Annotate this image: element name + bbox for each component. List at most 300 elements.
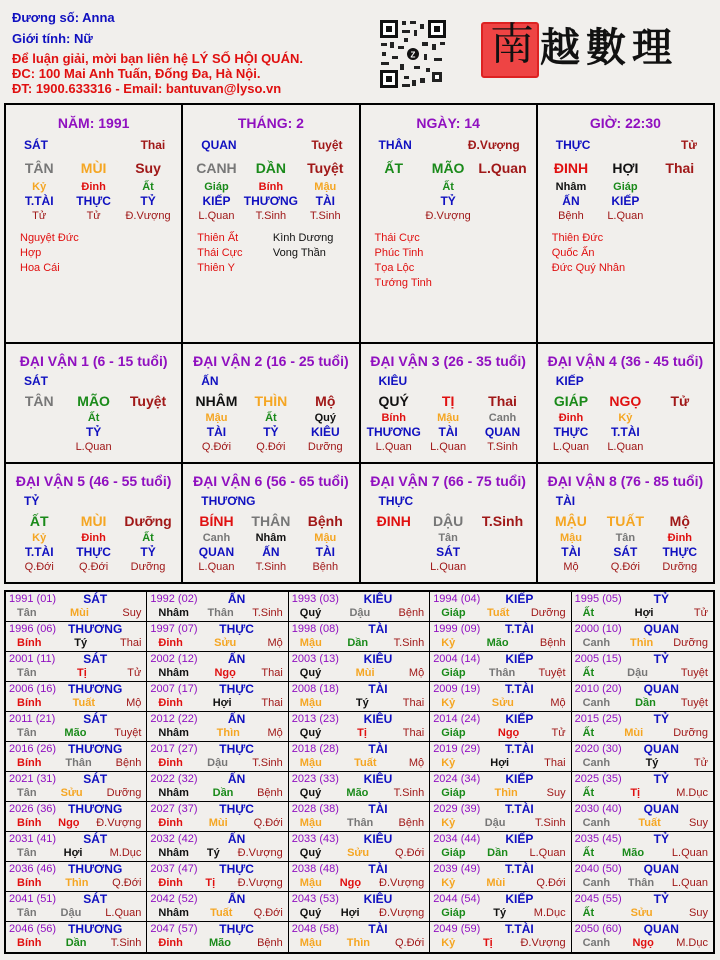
year-life-phase: Bệnh xyxy=(257,937,283,949)
year-header xyxy=(292,623,426,636)
pillar-main-grid xyxy=(183,154,358,223)
stars-left-column xyxy=(375,231,451,291)
hidden-life-phase: L.Quan xyxy=(607,441,644,453)
year-label: 2003 (13) xyxy=(291,653,339,665)
year-stem: Bính xyxy=(17,697,42,709)
year-life-phase: T.Sinh xyxy=(110,937,142,949)
year-branch: Dậu xyxy=(349,607,371,619)
year-pillar-row xyxy=(575,846,710,860)
year-branch: Sửu xyxy=(214,637,237,649)
year-pillar-row xyxy=(433,666,567,680)
year-pillar-row xyxy=(150,876,284,890)
person-name: Đương số: Anna xyxy=(12,10,115,25)
year-ten-god: ẤN xyxy=(227,592,246,606)
year-life-phase: Q.Đới xyxy=(253,817,283,829)
year-label: 2041 (51) xyxy=(9,893,57,905)
pillar-main-grid xyxy=(6,154,181,223)
hidden-life-phase: T.Sinh xyxy=(255,210,287,222)
star-item: Quốc Ấn xyxy=(551,247,595,259)
year-header xyxy=(575,833,710,846)
stars-left-column xyxy=(552,231,628,276)
year-ten-god: THỰC xyxy=(219,862,254,876)
year-cell xyxy=(147,622,288,652)
hidden-ten-god xyxy=(367,545,421,559)
hidden-ten-god xyxy=(367,194,421,208)
year-branch: Dậu xyxy=(207,757,228,769)
hidden-life-phase: T.Sinh xyxy=(255,561,287,573)
year-pillar-row xyxy=(9,726,143,740)
hidden-stem: Mậu xyxy=(314,181,337,193)
year-header xyxy=(150,683,284,696)
hidden-ten-god: TÀI xyxy=(438,425,458,439)
year-ten-god: TÀI xyxy=(368,922,388,936)
pillar-year xyxy=(6,105,181,342)
year-life-phase: T.Sinh xyxy=(252,757,283,769)
year-branch: Hợi xyxy=(340,907,360,919)
year-cell xyxy=(289,862,430,892)
year-label: 2016 (26) xyxy=(9,743,57,755)
year-ten-god: TỶ xyxy=(653,772,669,786)
year-label: 2000 (10) xyxy=(574,623,622,635)
year-label: 2005 (15) xyxy=(574,653,622,665)
year-pillar-row xyxy=(575,606,710,620)
earthly-branch: MÃO xyxy=(77,393,110,409)
year-cell xyxy=(430,862,571,892)
year-label: 2015 (25) xyxy=(574,713,622,725)
year-ten-god: KIÊU xyxy=(363,712,393,726)
ten-god-label: KIẾP xyxy=(555,374,584,388)
earthly-branch: HỢI xyxy=(612,160,639,176)
year-branch: Tý xyxy=(206,847,220,859)
year-branch: Hợi xyxy=(212,697,232,709)
year-label: 2049 (59) xyxy=(433,923,481,935)
hidden-life-phase: L.Quan xyxy=(607,210,644,222)
hidden-life-phase: L.Quan xyxy=(430,441,467,453)
year-branch: Dậu xyxy=(627,667,648,679)
year-cell xyxy=(289,682,430,712)
year-branch: Mão xyxy=(486,637,509,649)
life-phase-top: Tử xyxy=(680,138,697,152)
person-gender: Giới tính: Nữ xyxy=(12,31,93,46)
year-ten-god: KIÊU xyxy=(363,832,393,846)
hidden-ten-god: QUAN xyxy=(198,545,235,559)
dai-van-god-row xyxy=(538,374,713,390)
year-label: 2034 (44) xyxy=(433,833,481,845)
year-stem: Quý xyxy=(299,667,322,679)
hidden-stem: Ất xyxy=(142,532,154,544)
dai-van-1 xyxy=(6,344,181,462)
year-branch: Sửu xyxy=(347,847,370,859)
year-ten-god: QUAN xyxy=(643,622,679,636)
year-pillar-row xyxy=(433,846,567,860)
year-stem: Bính xyxy=(17,757,42,769)
qr-code-icon[interactable] xyxy=(378,18,448,90)
hidden-life-phase: L.Quan xyxy=(198,561,235,573)
hidden-stem xyxy=(653,411,707,425)
hidden-ten-god: THƯƠNG xyxy=(243,194,298,208)
year-ten-god: KIẾP xyxy=(505,892,534,906)
year-branch: Tuất xyxy=(638,817,661,829)
year-cell xyxy=(572,592,713,622)
earthly-branch: NGỌ xyxy=(609,393,642,409)
earthly-branch: MÙI xyxy=(80,513,107,529)
year-stem: Mậu xyxy=(299,817,322,829)
year-branch: Thân xyxy=(488,667,516,679)
life-phase-mid: Tuyệt xyxy=(129,393,167,409)
pillars-chart xyxy=(4,103,715,584)
year-ten-god: T.TÀI xyxy=(505,802,534,816)
year-stem: Canh xyxy=(582,877,611,889)
hidden-ten-god: KIẾP xyxy=(202,194,231,208)
year-cell xyxy=(430,892,571,922)
year-header xyxy=(150,593,284,606)
year-ten-god: KIẾP xyxy=(505,772,534,786)
stars-right-column xyxy=(450,231,526,291)
year-branch: Tuất xyxy=(210,907,233,919)
year-ten-god: ẤN xyxy=(227,772,246,786)
year-pillar-row xyxy=(9,786,143,800)
year-stem: Quý xyxy=(299,607,322,619)
dai-van-main-grid xyxy=(538,390,713,454)
year-pillar-row xyxy=(292,756,426,770)
year-cell xyxy=(289,742,430,772)
year-ten-god: TỶ xyxy=(653,712,669,726)
year-ten-god: TỶ xyxy=(653,832,669,846)
year-header xyxy=(575,773,710,786)
year-label: 1991 (01) xyxy=(9,593,57,605)
hidden-ten-god: TỶ xyxy=(440,194,456,208)
dai-van-7 xyxy=(359,464,536,582)
year-pillar-row xyxy=(150,816,284,830)
year-cell xyxy=(430,682,571,712)
hidden-life-phase: Bệnh xyxy=(558,210,584,222)
year-life-phase: Bệnh xyxy=(398,817,425,829)
year-life-phase: L.Quan xyxy=(105,907,142,919)
year-ten-god: ẤN xyxy=(227,712,246,726)
star-item: Tọa Lộc xyxy=(374,262,415,274)
year-stem: Ất xyxy=(582,727,595,739)
hidden-ten-god: TỶ xyxy=(263,425,279,439)
hidden-life-phase: Dưỡng xyxy=(662,561,698,573)
year-header xyxy=(575,743,710,756)
heavenly-stem: NHÂM xyxy=(195,393,238,409)
year-stem: Quý xyxy=(299,847,322,859)
hidden-stem: Giáp xyxy=(204,181,229,193)
life-phase-top: Đ.Vượng xyxy=(467,138,520,152)
year-pillar-row xyxy=(292,876,426,890)
year-cell xyxy=(289,592,430,622)
year-branch: Ngọ xyxy=(339,877,362,889)
year-pillar-row xyxy=(292,636,426,650)
hidden-ten-god: THỰC xyxy=(553,425,589,439)
year-pillar-row xyxy=(150,636,284,650)
year-branch: Thân xyxy=(65,757,92,769)
year-cell xyxy=(430,712,571,742)
year-branch: Tý xyxy=(645,757,659,769)
year-life-phase: M.Dục xyxy=(676,787,708,799)
year-cell xyxy=(147,862,288,892)
year-ten-god: THỰC xyxy=(219,922,254,936)
hidden-ten-god xyxy=(475,194,529,208)
hidden-ten-god: T.TÀI xyxy=(24,194,54,208)
year-header xyxy=(433,863,567,876)
hidden-stem xyxy=(367,531,421,545)
year-ten-god: ẤN xyxy=(227,892,246,906)
year-ten-god: THỰC xyxy=(219,622,254,636)
year-header xyxy=(292,833,426,846)
heavenly-stem: TÂN xyxy=(24,160,54,176)
year-life-phase: Thai xyxy=(544,757,566,769)
year-life-phase: Tuyệt xyxy=(680,697,708,709)
year-header xyxy=(575,593,710,606)
earthly-branch: MÙI xyxy=(80,160,107,176)
year-header xyxy=(150,653,284,666)
stars-right-column xyxy=(627,231,703,276)
ten-god-label: THỰC xyxy=(555,138,591,152)
year-header xyxy=(433,833,567,846)
year-pillar-row xyxy=(433,756,567,770)
hidden-stem: Canh xyxy=(488,412,517,424)
year-header xyxy=(433,923,567,936)
year-cell xyxy=(289,622,430,652)
year-label: 2002 (12) xyxy=(150,653,198,665)
year-cell xyxy=(572,832,713,862)
year-branch: Thìn xyxy=(216,727,240,739)
dai-van-main-grid xyxy=(361,510,536,574)
star-item: Tướng Tinh xyxy=(374,277,432,289)
year-ten-god: THƯƠNG xyxy=(68,862,123,876)
year-branch: Dần xyxy=(212,787,234,799)
life-phase-mid: L.Quan xyxy=(478,160,527,176)
dai-van-title: ĐẠI VẬN 8 (76 - 85 tuổi) xyxy=(547,473,704,489)
year-label: 2047 (57) xyxy=(150,923,198,935)
year-pillar-row xyxy=(433,906,567,920)
year-pillar-row xyxy=(9,666,143,680)
year-cell xyxy=(572,892,713,922)
year-stem: Tân xyxy=(17,847,37,859)
hidden-life-phase: Tử xyxy=(32,210,47,222)
year-stem: Mậu xyxy=(299,697,322,709)
pillar-main-grid xyxy=(361,154,536,223)
hidden-stem: Giáp xyxy=(613,181,638,193)
year-branch: Tý xyxy=(74,637,88,649)
pillar-title: GIỜ: 22:30 xyxy=(589,115,661,131)
year-stem: Nhâm xyxy=(158,787,189,799)
year-branch: Thân xyxy=(347,817,374,829)
dai-van-2 xyxy=(181,344,358,462)
year-ten-god: SÁT xyxy=(83,772,108,786)
year-ten-god: KIẾP xyxy=(505,832,534,846)
dai-van-god-row xyxy=(183,494,358,510)
year-pillar-row xyxy=(150,786,284,800)
svg-text:Z: Z xyxy=(410,50,416,60)
year-life-phase: T.Sinh xyxy=(393,787,425,799)
year-header xyxy=(9,923,143,936)
year-life-phase: Q.Đới xyxy=(253,907,283,919)
year-cell xyxy=(430,922,571,952)
hidden-life-phase: L.Quan xyxy=(198,210,235,222)
earthly-branch: DẬU xyxy=(432,513,464,529)
year-life-phase: Dưỡng xyxy=(673,637,708,649)
year-pillar-row xyxy=(575,696,710,710)
year-life-phase: Thai xyxy=(261,667,283,679)
hidden-stem: Tân xyxy=(438,532,458,544)
year-branch: Dần xyxy=(635,697,656,709)
hidden-stem: Đinh xyxy=(81,532,106,544)
year-life-phase: Tuyệt xyxy=(680,667,708,679)
star-item: Phúc Tinh xyxy=(374,247,424,259)
year-pillar-row xyxy=(575,906,710,920)
dai-van-row-1 xyxy=(6,342,713,462)
hidden-ten-god: TỶ xyxy=(140,545,156,559)
hidden-stem: Đinh xyxy=(667,532,693,544)
year-stem: Nhâm xyxy=(158,667,189,679)
earthly-branch: TỊ xyxy=(441,393,455,409)
year-ten-god: KIÊU xyxy=(363,592,393,606)
year-cell xyxy=(147,652,288,682)
year-life-phase: Thai xyxy=(261,697,283,709)
hidden-life-phase: Q.Đới xyxy=(201,441,232,453)
hidden-stem: Canh xyxy=(202,532,231,544)
hidden-stem xyxy=(121,411,175,425)
year-branch: Tuất xyxy=(72,697,95,709)
year-label: 2044 (54) xyxy=(433,893,481,905)
year-stem: Mậu xyxy=(299,637,322,649)
heavenly-stem: ĐINH xyxy=(376,513,411,529)
year-life-phase: M.Dục xyxy=(676,937,708,949)
year-branch: Thìn xyxy=(494,787,518,799)
year-ten-god: QUAN xyxy=(643,922,679,936)
year-branch: Sửu xyxy=(630,907,653,919)
year-ten-god: T.TÀI xyxy=(505,922,534,936)
hidden-stem: Đinh xyxy=(558,412,584,424)
year-pillar-row xyxy=(150,936,284,950)
year-label: 2012 (22) xyxy=(150,713,198,725)
year-pillar-row xyxy=(575,666,710,680)
dai-van-3 xyxy=(359,344,536,462)
heavenly-stem: ĐINH xyxy=(553,160,589,176)
earthly-branch: DẦN xyxy=(255,160,287,176)
year-pillar-row xyxy=(9,606,143,620)
year-ten-god: QUAN xyxy=(643,682,679,696)
year-pillar-row xyxy=(292,696,426,710)
year-branch: Tuất xyxy=(487,607,510,619)
year-header xyxy=(150,863,284,876)
year-label: 2032 (42) xyxy=(150,833,198,845)
year-life-phase: Dưỡng xyxy=(530,607,566,619)
life-phase-mid: Thai xyxy=(488,393,517,409)
year-label: 2004 (14) xyxy=(433,653,481,665)
year-cell xyxy=(147,682,288,712)
symbolic-stars xyxy=(6,223,181,276)
year-label: 2020 (30) xyxy=(574,743,622,755)
contact-phone-email: ĐT: 1900.633316 - Email: bantuvan@lyso.vn xyxy=(12,81,282,96)
year-header xyxy=(433,653,567,666)
pillar-title: THÁNG: 2 xyxy=(237,115,304,131)
star-item: Thiên Ất xyxy=(197,232,239,244)
star-item: Đức Quý Nhân xyxy=(551,262,626,274)
year-stem: Ất xyxy=(582,847,595,859)
year-ten-god: TÀI xyxy=(368,742,388,756)
year-ten-god: THƯƠNG xyxy=(68,682,123,696)
earthly-branch: THÂN xyxy=(251,513,291,529)
hidden-ten-god: THỰC xyxy=(662,545,698,559)
year-cell xyxy=(572,862,713,892)
year-header xyxy=(9,863,143,876)
hidden-stem: Bính xyxy=(381,412,406,424)
year-stem: Đinh xyxy=(158,757,183,769)
year-branch: Mùi xyxy=(70,607,89,619)
year-life-phase: T.Sinh xyxy=(393,637,425,649)
year-pillar-row xyxy=(433,636,567,650)
year-pillar-row xyxy=(575,726,710,740)
year-ten-god: THỰC xyxy=(219,742,254,756)
dai-van-title: ĐẠI VẬN 3 (26 - 35 tuổi) xyxy=(370,353,526,369)
year-cell xyxy=(289,922,430,952)
year-stem: Kỷ xyxy=(441,637,456,649)
hidden-ten-god xyxy=(475,545,529,559)
year-label: 2023 (33) xyxy=(291,773,339,785)
hidden-stem: Kỷ xyxy=(618,412,633,424)
year-pillar-row xyxy=(9,756,143,770)
year-ten-god: TÀI xyxy=(368,802,388,816)
hidden-life-phase xyxy=(653,440,707,454)
year-label: 1999 (09) xyxy=(433,623,481,635)
year-cell xyxy=(6,682,147,712)
year-life-phase: Thai xyxy=(119,637,142,649)
year-label: 2024 (34) xyxy=(433,773,481,785)
dai-van-god-row xyxy=(361,494,536,510)
star-item: Thái Cực xyxy=(197,247,243,259)
year-branch: Tý xyxy=(493,907,507,919)
life-phase-mid: Mộ xyxy=(315,393,336,409)
stars-right-column xyxy=(273,231,349,276)
year-cell xyxy=(289,712,430,742)
year-branch: Mão xyxy=(64,727,87,739)
year-branch: Tị xyxy=(482,937,493,949)
year-pillar-row xyxy=(292,786,426,800)
year-label: 1995 (05) xyxy=(574,593,622,605)
year-label: 2008 (18) xyxy=(291,683,339,695)
hidden-stem xyxy=(367,180,421,194)
year-life-phase: Suy xyxy=(689,817,708,829)
year-label: 2035 (45) xyxy=(574,833,622,845)
year-stem: Canh xyxy=(582,937,611,949)
year-pillar-row xyxy=(150,756,284,770)
year-life-phase: Thai xyxy=(402,727,425,739)
year-ten-god: QUAN xyxy=(643,742,679,756)
year-label: 2001 (11) xyxy=(9,653,56,665)
year-cell xyxy=(147,772,288,802)
year-branch: Mùi xyxy=(208,817,228,829)
year-cell xyxy=(289,652,430,682)
year-stem: Đinh xyxy=(158,937,183,949)
year-pillar-row xyxy=(575,786,710,800)
star-item: Nguyệt Đức Hợp xyxy=(20,232,79,259)
year-label: 2050 (60) xyxy=(574,923,622,935)
year-cell xyxy=(430,592,571,622)
year-header xyxy=(433,593,567,606)
year-life-phase: Dưỡng xyxy=(673,727,708,739)
seal-character: 南 xyxy=(490,19,534,70)
dai-van-4 xyxy=(536,344,713,462)
year-header xyxy=(292,923,426,936)
year-cell xyxy=(6,652,147,682)
year-stem: Tân xyxy=(17,727,37,739)
year-header xyxy=(150,743,284,756)
heavenly-stem: BÍNH xyxy=(199,513,234,529)
hidden-stem: Mậu xyxy=(314,532,337,544)
